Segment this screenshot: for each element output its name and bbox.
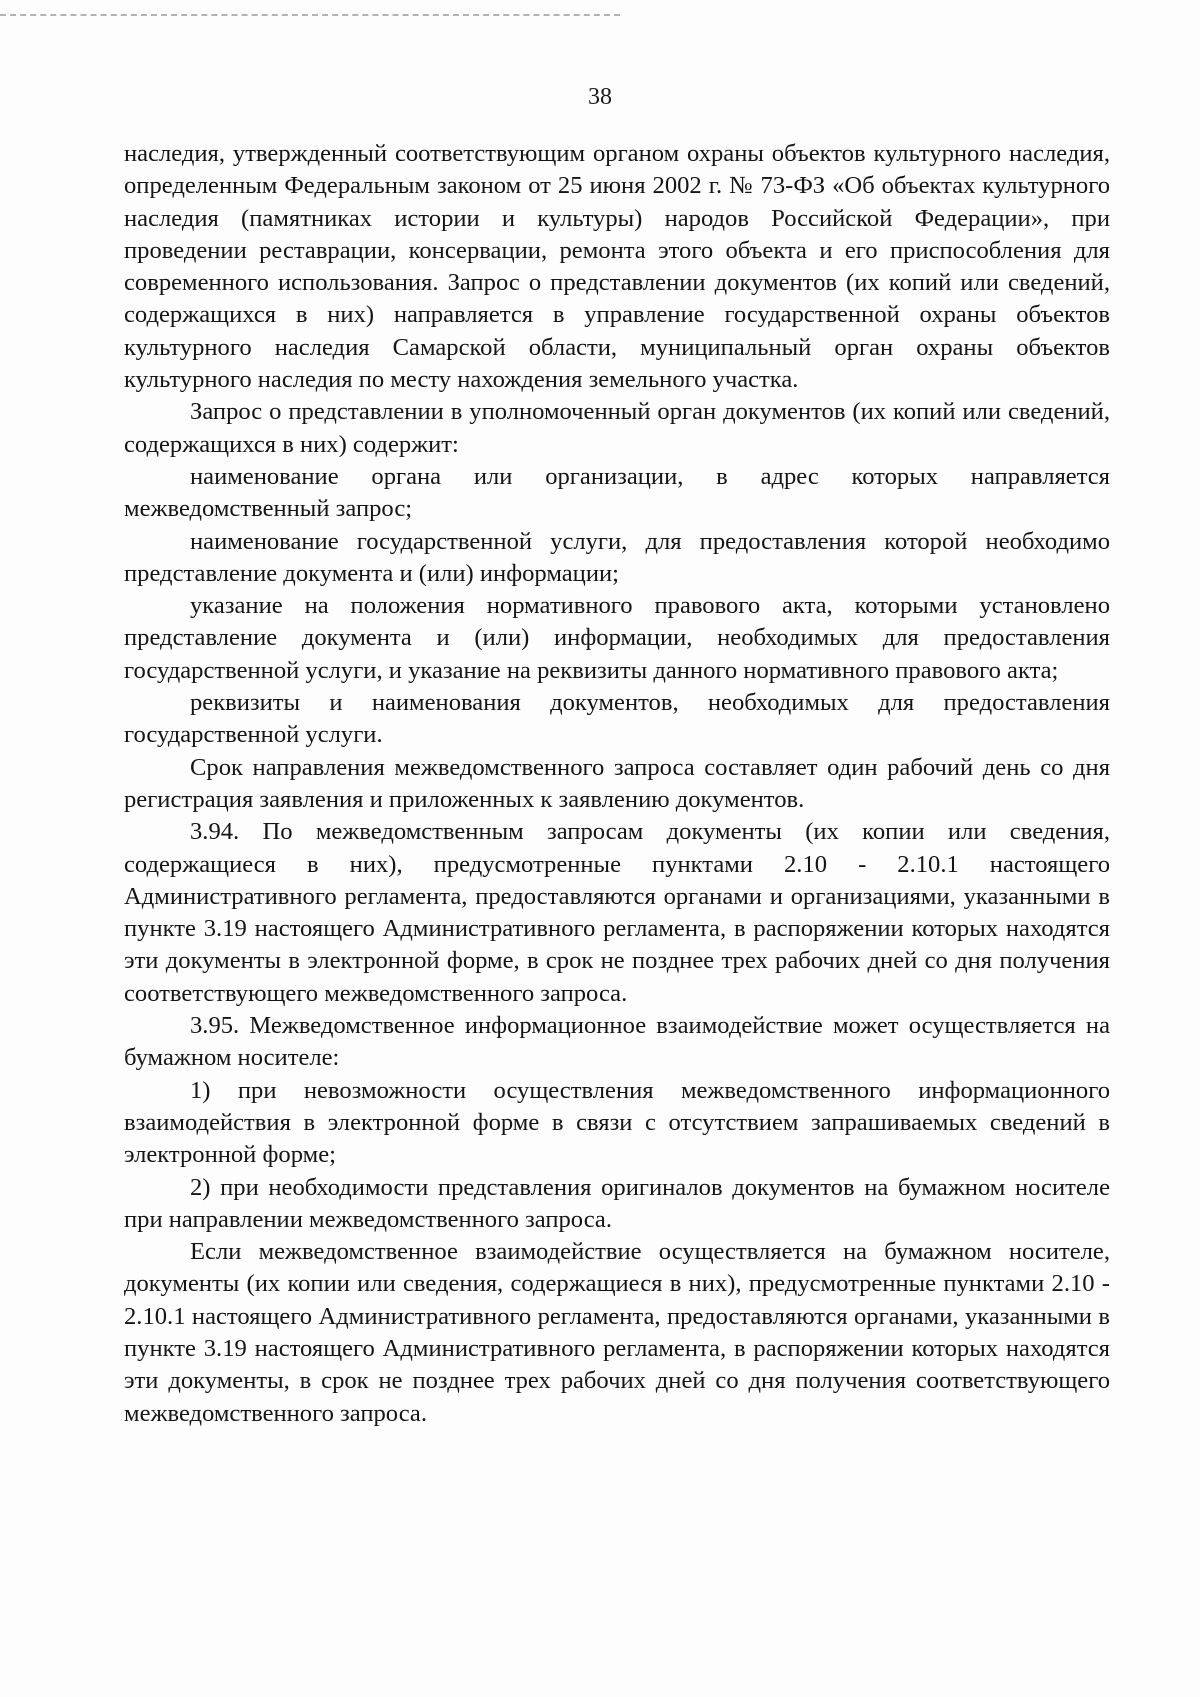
paragraph-item-service-name: наименование государственной услуги, для предоставления которой необходимо представление документа и (или) информации; (124, 527, 1110, 587)
paragraph-3-94: 3.94. По межведомственным запросам документы (их копии или сведения, содержащиеся в них), предусмотренные пунктами 2.10 - 2.10.1 настоящего Административного регламента, предоставляются органами и организациями, указанными в пункте 3.19 настоящего Административного регламента, в распоряжении которых находятся эти документы в электронной форме, в срок не позднее трех рабочих дней со дня получения соответствующего межведомственного запроса. (124, 818, 1110, 1007)
paragraph-3-95-item-1: 1) при невозможности осуществления межведомственного информационного взаимодействия в электронной форме в связи с отсутствием запрашиваемых сведений в электронной форме; (124, 1076, 1110, 1169)
paragraph-item-agency-name: наименование органа или организации, в адрес которых направляется межведомственный запрос; (124, 462, 1110, 523)
paragraph-3-95-item-2: 2) при необходимости представления оригиналов документов на бумажном носителе при направлении межведомственного запроса. (124, 1173, 1110, 1233)
paragraph-3-95: 3.95. Межведомственное информационное взаимодействие может осуществляется на бумажном носителе: (124, 1012, 1110, 1072)
paragraph-item-document-details: реквизиты и наименования документов, необходимых для предоставления государственной услуги. (124, 689, 1110, 749)
paragraph-item-legal-act: указание на положения нормативного правового акта, которыми установлено представление документа и (или) информации, необходимых для предоставления государственной услуги, и указание на реквизиты данного нормативного правового акта; (124, 592, 1110, 684)
paragraph-paper-interaction: Если межведомственное взаимодействие осуществляется на бумажном носителе, документы (их копии или сведения, содержащиеся в них), предусмотренные пунктами 2.10 - 2.10.1 настоящего Административного регламента, предоставляются органами, указанными в пункте 3.19 настоящего Административного регламента, в распоряжении которых находятся эти документы, в срок не позднее трех рабочих дней со дня получения соответствующего межведомственного запроса. (124, 1238, 1110, 1427)
paragraph-request-contents: Запрос о представлении в уполномоченный орган документов (их копий или сведений, содержащихся в них) содержит: (124, 398, 1110, 458)
paragraph-continuation: наследия, утвержденный соответствующим органом охраны объектов культурного наследия, определенным Федеральным законом от 25 июня 2002 г. № 73-ФЗ «Об объектах культурного наследия (памятниках истории и культуры) народов Российской Федерации», при проведении реставрации, консервации, ремонта этого объекта и его приспособления для современного использования. Запрос о представлении документов (их копий или сведений, содержащихся в них) направляется в управление государственной охраны объектов культурного наследия Самарской области, муниципальный орган охраны объектов культурного наследия по месту нахождения земельного участка. (124, 140, 1110, 394)
document-body (124, 138, 1110, 1430)
paragraph-request-deadline: Срок направления межведомственного запроса составляет один рабочий день со дня регистрация заявления и приложенных к заявлению документов. (124, 753, 1110, 813)
scan-edge-line (0, 14, 620, 16)
page-number: 38 (588, 84, 612, 110)
